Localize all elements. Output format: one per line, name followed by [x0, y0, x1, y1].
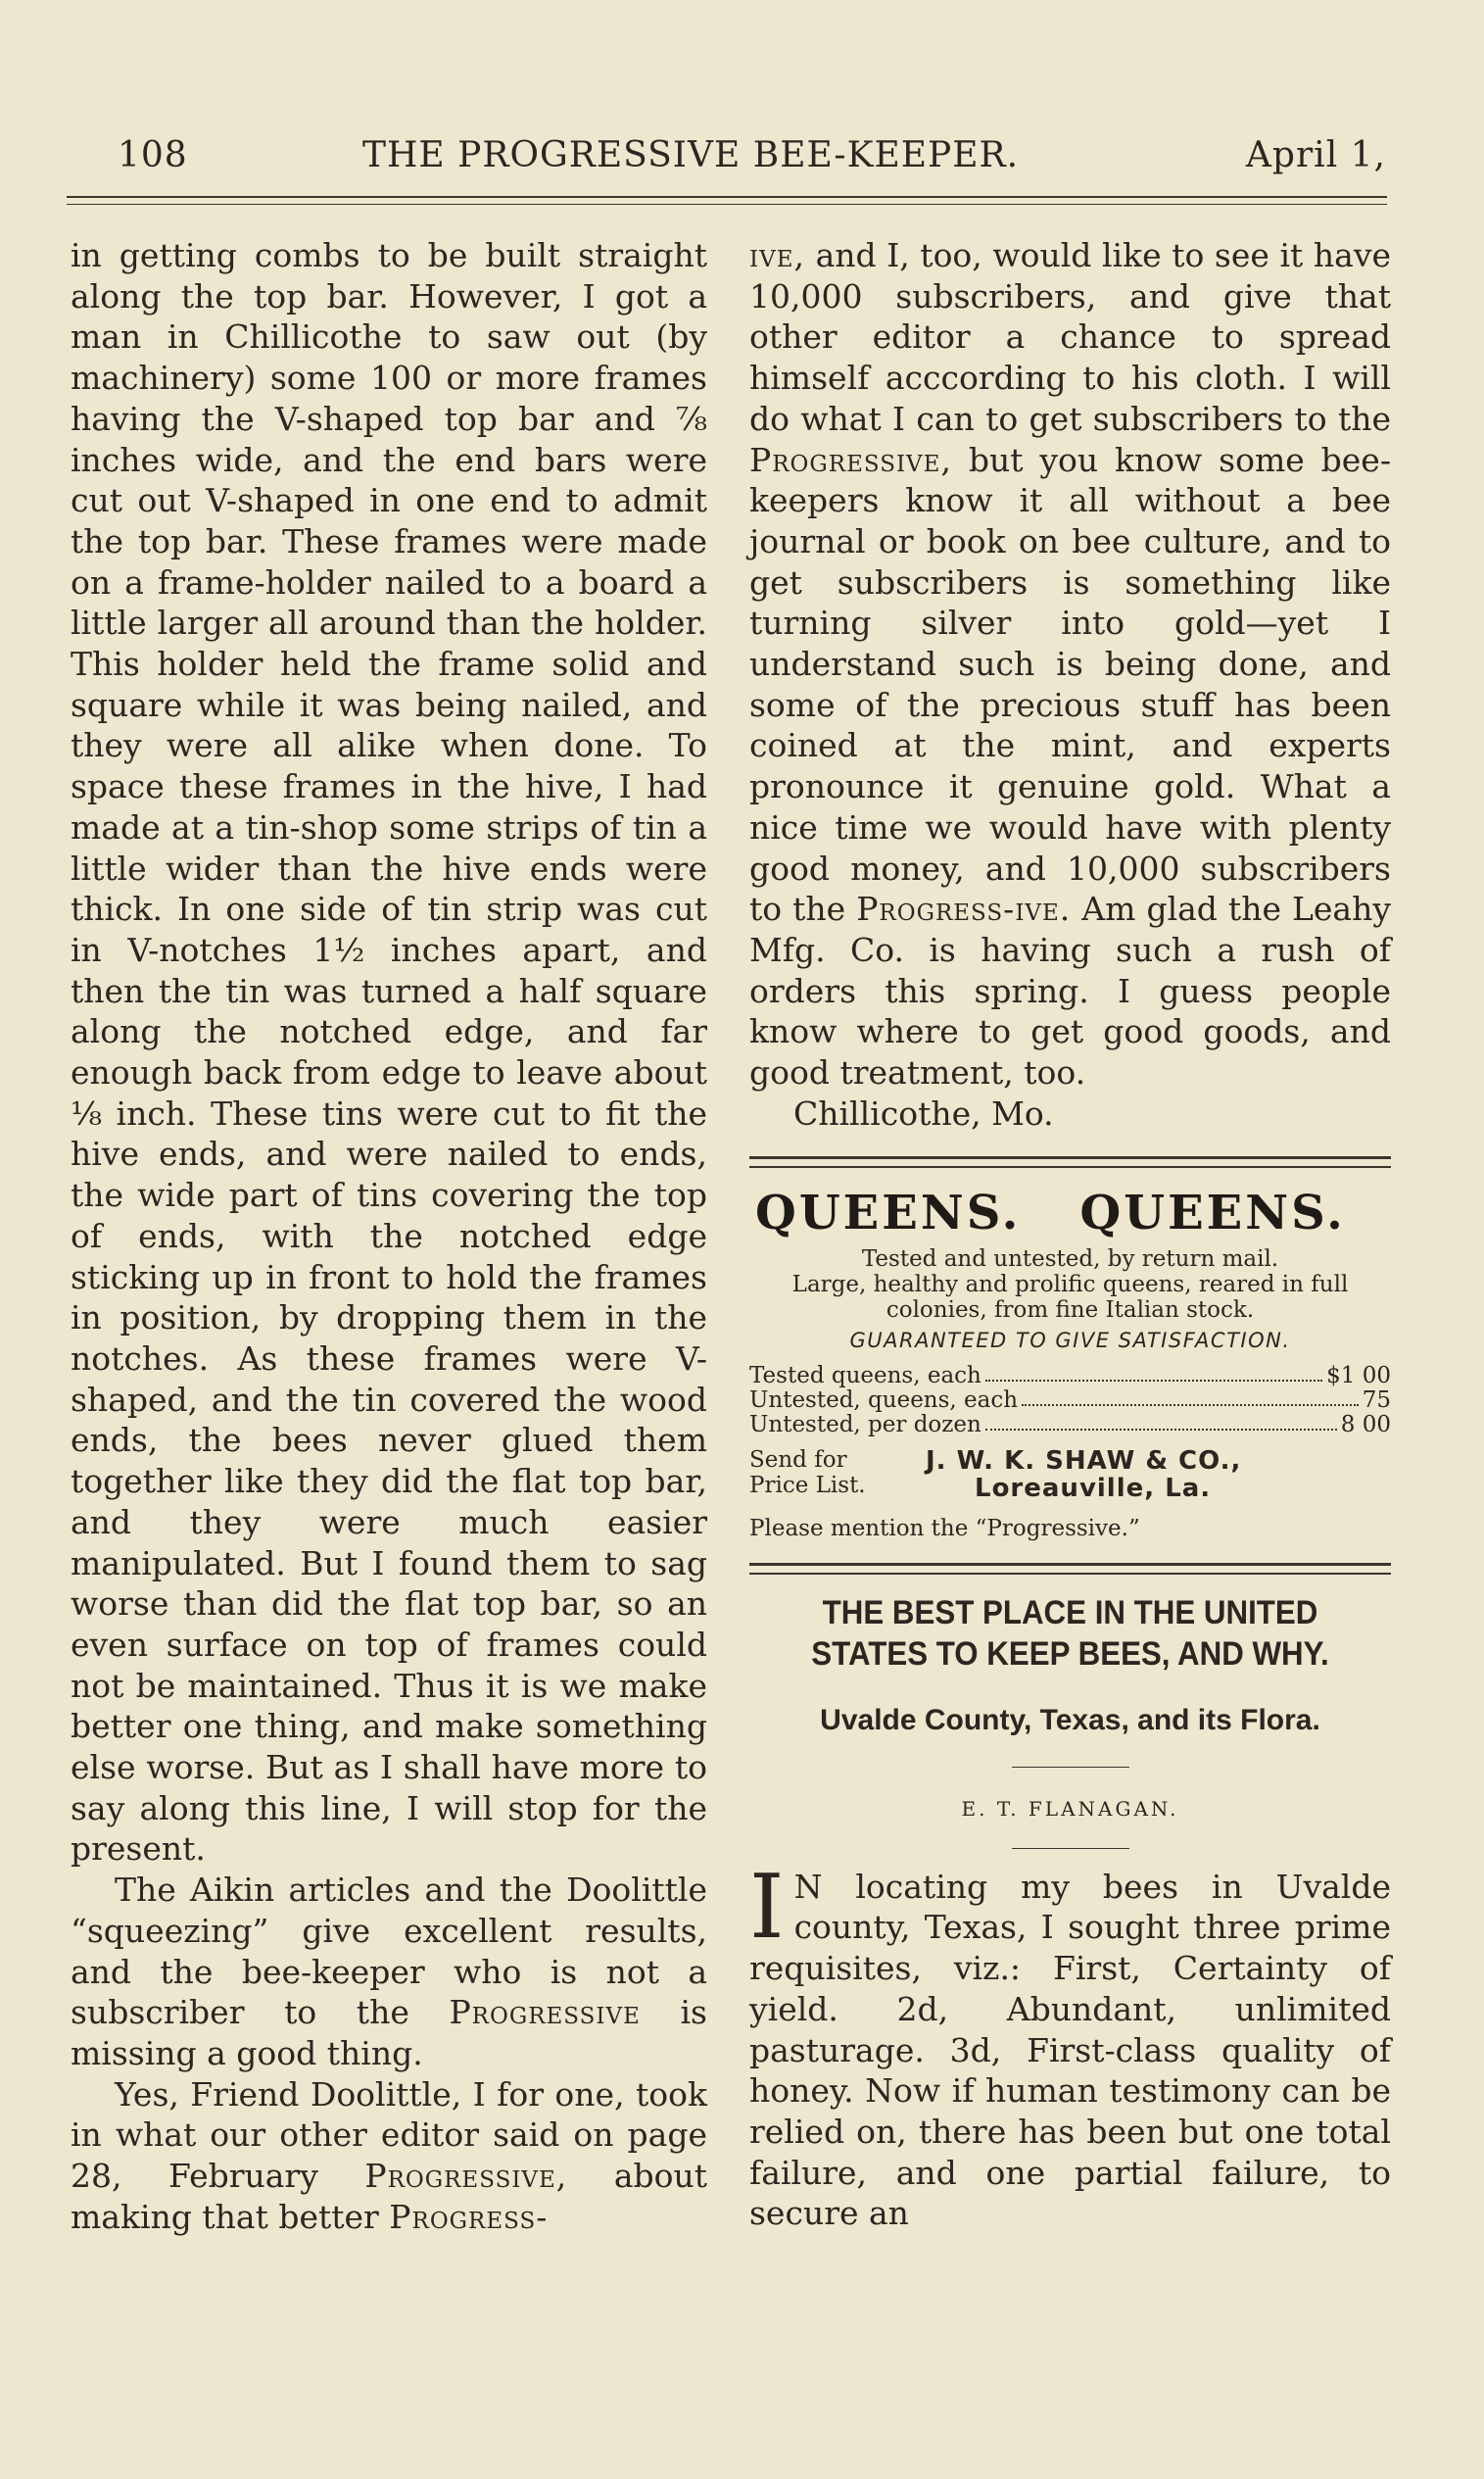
ad-mention: Please mention the “Progressive.” [749, 1515, 1140, 1541]
ad-line: Large, healthy and prolific queens, reared in full colonies, from fine Italian stock. [791, 1271, 1349, 1323]
article-subtitle: Uvalde County, Texas, and its Flora. [820, 1703, 1320, 1736]
article-title: THE BEST PLACE IN THE UNITED STATES TO KEEP BEES, AND WHY. [811, 1593, 1329, 1673]
header-rule [67, 196, 1387, 205]
ad-rule-bottom [749, 1563, 1391, 1575]
page-number: 108 [118, 135, 188, 175]
paragraph: ive, and I, too, would like to see it have 10,000 subscribers, and give that other editor a chance to spread himself acccording to his cloth. I will do what I can to get subscribers to the Progressive, but you know some bee-keepers know it all without a bee journal or book on bee culture, and to get subscribers is something like turning silver into gold—yet I understand such is being done, and some of the precious stuff has been coined at the mint, and experts pronounce it genuine gold. What a nice time we would have with plenty good money, and 10,000 subscribers to the Progress-ive. Am glad the Leahy Mfg. Co. is having such a rush of orders this spring. I guess people know where to get good goods, and good treatment, too. [749, 236, 1391, 1093]
running-title: THE PROGRESSIVE BEE-KEEPER. [362, 135, 1020, 175]
ad-rule-top [749, 1156, 1391, 1168]
page-header [69, 135, 1386, 184]
ad-guarantee: GUARANTEED TO GIVE SATISFACTION. [849, 1328, 1291, 1352]
ad-contact [749, 1447, 1391, 1502]
price-row: Untested, queens, each 75 [749, 1386, 1391, 1413]
article-paragraph: I N locating my bees in Uvalde county, Texas, I sought three prime requisites, viz.: First, Certainty of yield. 2d, Abundant, unlimited pasturage. 3d, First-class quality of honey. Now if human testimony can be relied on, there has been but one total failure, and one partial failure, to secure an [749, 1855, 1391, 2233]
ad-title-left: QUEENS. [755, 1185, 1022, 1240]
send-for-label: Send for Price List. [749, 1446, 866, 1498]
divider [1012, 1848, 1129, 1849]
drop-cap: I [749, 1855, 785, 1959]
paragraph: Yes, Friend Doolittle, I for one, took in what our other editor said on page 28, February Progressive, about making that better Progress- [71, 2074, 707, 2236]
left-column [71, 235, 707, 2237]
queens-advertisement [749, 1186, 1391, 1541]
company-location: Loreauville, La. [975, 1473, 1212, 1503]
right-column [749, 235, 1391, 2234]
issue-date: April 1, [1245, 135, 1386, 175]
ad-line: Tested and untested, by return mail. [861, 1245, 1279, 1272]
price-row: Tested queens, each $1 00 [749, 1362, 1391, 1388]
ad-title [755, 1186, 1391, 1240]
paragraph: in getting combs to be built straight along the top bar. However, I got a man in Chillicothe to saw out (by machinery) some 100 or more frames having the V-shaped top bar and ⅞ inches wide, and the end bars were cut out V-shaped in one end to admit the top bar. These frames were made on a frame-holder nailed to a board a little larger all around than the holder. This holder held the frame solid and square while it was being nailed, and they were all alike when done. To space these frames in the hive, I had made at a tin-shop some strips of tin a little wider than the hive ends were thick. In one side of tin strip was cut in V-notches 1½ inches apart, and then the tin was turned a half square along the notched edge, and far enough back from edge to leave about ⅛ inch. These tins were cut to fit the hive ends, and were nailed to ends, the wide part of tins covering the top of ends, with the notched edge sticking up in front to hold the frames in position, by dropping them in the notches. As these frames were V-shaped, and the tin covered the wood ends, the bees never glued them together like they did the flat top bar, and they were much easier manipulated. But I found them to sag worse than did the flat top bar, so an even surface on top of frames could not be maintained. Thus it is we make better one thing, and make something else worse. But as I shall have more to say along this line, I will stop for the present. [71, 236, 707, 1869]
signoff-location: Chillicothe, Mo. [793, 1094, 1054, 1133]
price-row: Untested, per dozen 8 00 [749, 1411, 1391, 1437]
divider [1012, 1767, 1129, 1768]
paragraph: The Aikin articles and the Doolittle “squeezing” give excellent results, and the bee-keeper who is not a subscriber to the Progressive is missing a good thing. [71, 1871, 707, 2072]
ad-title-right: QUEENS. [1079, 1185, 1346, 1240]
company-name: J. W. K. SHAW & CO., Loreauville, La. [926, 1445, 1242, 1503]
article-byline: E. T. FLANAGAN. [961, 1796, 1179, 1821]
